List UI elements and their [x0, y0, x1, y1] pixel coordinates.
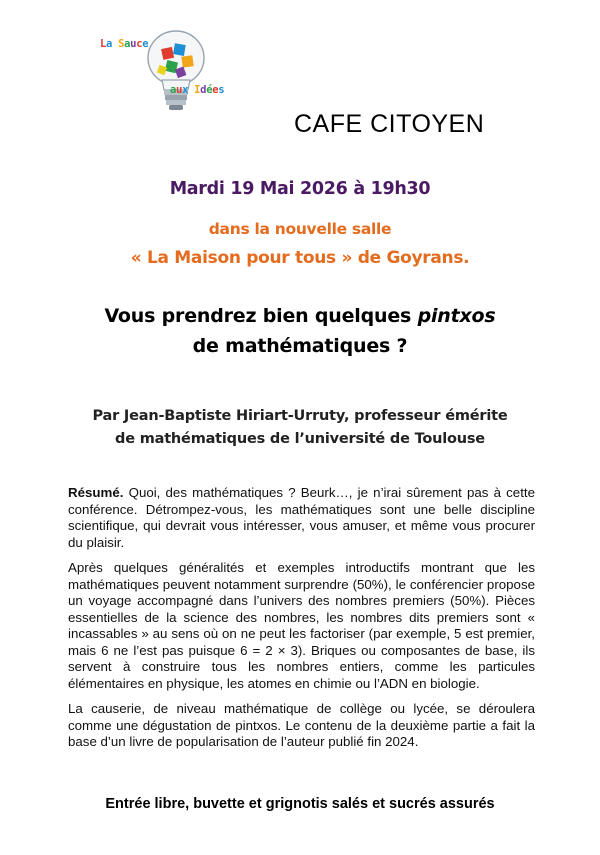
event-title: CAFE CITOYEN: [294, 110, 485, 138]
talk-title-line2: de mathématiques ?: [192, 335, 408, 357]
logo-letter: I: [194, 84, 201, 96]
logo-letter: a: [124, 38, 131, 50]
venue-name: « La Maison pour tous » de Goyrans.: [130, 248, 470, 268]
footer-note: Entrée libre, buvette et grignotis salés et sucrés assurés: [105, 796, 495, 812]
logo-letter: e: [142, 38, 149, 50]
logo: [96, 28, 256, 120]
logo-letter: L: [100, 38, 107, 50]
speaker-line2: de mathématiques de l’université de Toulouse: [115, 431, 485, 447]
talk-title-line1: [0, 301, 600, 331]
logo-letter: d: [200, 84, 207, 96]
logo-text-top: [100, 38, 148, 50]
abstract-paragraph: [68, 485, 535, 551]
abstract-paragraph: Après quelques généralités et exemples introductifs montrant que les mathématiques peuvent notamment surprendre (50%), le conférencier propose un voyage accompagné dans l’univers des nombres premiers (50%). Pièces essentielles de la science des nombres, les nombres dits premiers sont « incassables » au sens où on ne peut les factoriser (par exemple, 5 est premier, mais 6 ne l’est pas puisque 6 = 2 × 3). Briques ou composantes de base, ils servent à construire tous les nombres entiers, comme les particules élémentaires en physique, les atomes en chimie ou l’ADN en biologie.: [68, 560, 535, 691]
logo-letter: u: [130, 38, 137, 50]
logo-letter: c: [136, 38, 143, 50]
logo-letter: e: [212, 84, 219, 96]
abstract: [68, 485, 535, 760]
logo-letter: x: [182, 84, 189, 96]
logo-letter: é: [206, 84, 213, 96]
abstract-paragraph: La causerie, de niveau mathématique de collège ou lycée, se déroulera comme une dégustation de pintxos. Le contenu de la deuxième partie a fait la base d’un livre de popularisation de l’auteur publié fin 2024.: [68, 701, 535, 749]
speaker-line1: Par Jean-Baptiste Hiriart-Urruty, professeur émérite: [92, 408, 508, 424]
logo-letter: s: [218, 84, 225, 96]
logo-letter: u: [176, 84, 183, 96]
abstract-label: Résumé.: [68, 485, 124, 500]
talk-title: [0, 301, 600, 361]
logo-text-bottom: [170, 84, 224, 96]
venue-intro: dans la nouvelle salle: [208, 220, 392, 238]
talk-title-italic: pintxos: [417, 305, 496, 327]
logo-letter: S: [118, 38, 125, 50]
abstract-text: Quoi, des mathématiques ? Beurk…, je n’irai sûrement pas à cette conférence. Détrompez-vous, les mathématiques sont une belle discipline scientifique, qui devrait vous intéresser, vous amuser, et même vous procurer du plaisir.: [68, 485, 535, 550]
event-date: Mardi 19 Mai 2026 à 19h30: [169, 179, 431, 199]
talk-title-prefix: Vous prendrez bien quelques: [104, 305, 418, 327]
logo-letter: a: [106, 38, 113, 50]
logo-letter: a: [170, 84, 177, 96]
speaker: [0, 405, 600, 451]
